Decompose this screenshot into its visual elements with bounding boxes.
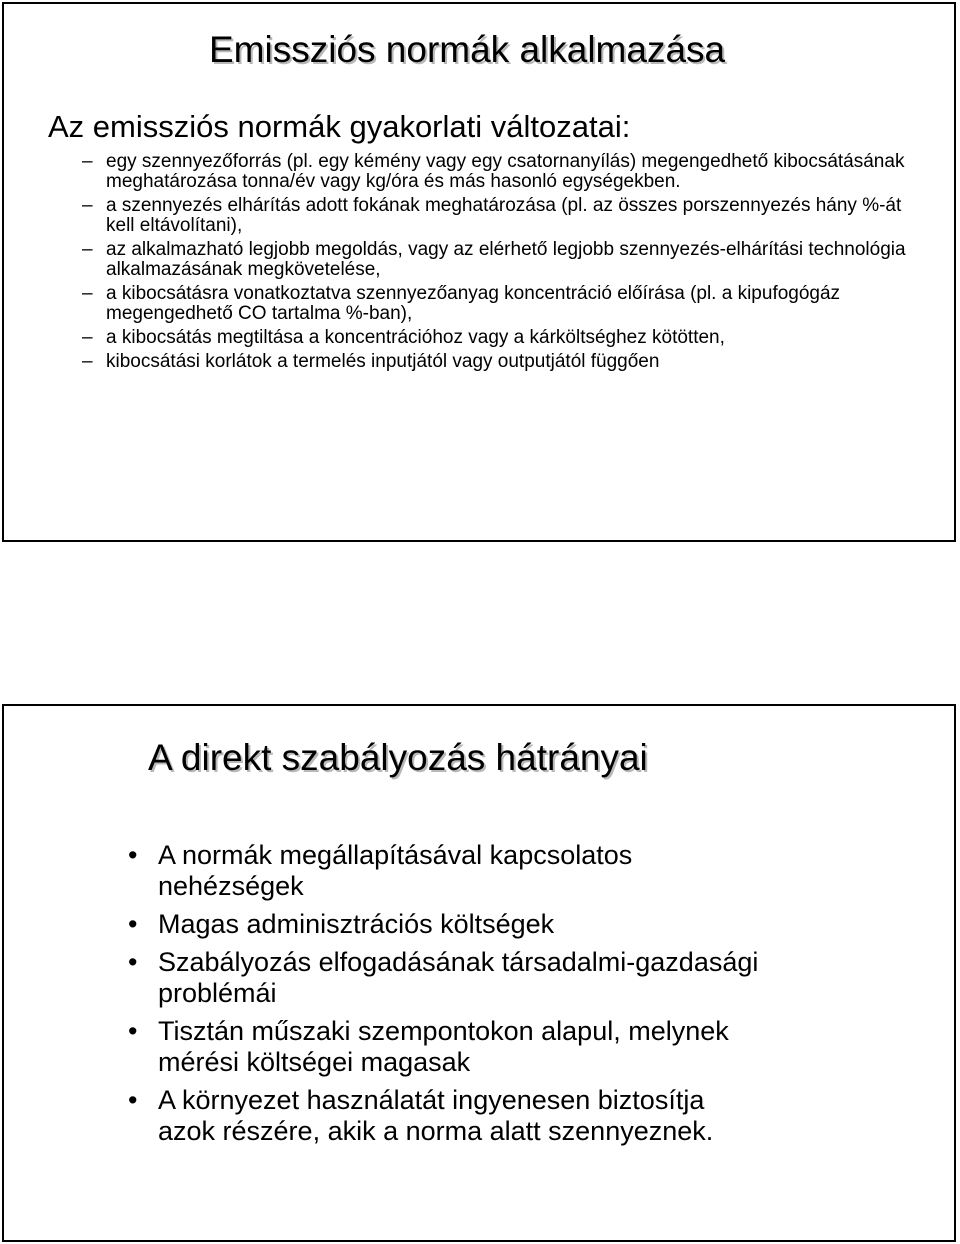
list-item-text: a kibocsátás megtiltása a koncentrációhoz vagy a kárköltséghez kötötten, (106, 327, 725, 348)
bullet-marker: • (128, 1016, 138, 1046)
dash-list (82, 152, 912, 376)
list-item-text: Szabályozás elfogadásának társadalmi-gazdasági problémái (158, 947, 759, 1008)
dash-marker: – (82, 283, 93, 304)
dash-marker: – (82, 151, 93, 172)
bullet-marker: • (128, 840, 138, 870)
list-item (82, 328, 912, 348)
bullet-marker: • (128, 1085, 138, 1115)
list-item (82, 352, 912, 372)
dash-marker: – (82, 239, 93, 260)
list-item-text: a szennyezés elhárítás adott fokának meghatározása (pl. az összes porszennyezés hány %-át kell eltávolítani), (106, 195, 902, 236)
list-item-text: Tisztán műszaki szempontokon alapul, melynek mérési költségei magasak (158, 1016, 729, 1077)
slide-emission-norms (2, 2, 956, 542)
list-item (128, 909, 768, 940)
list-item-text: a kibocsátásra vonatkoztatva szennyezőanyag koncentráció előírása (pl. a kipufogógáz megengedhető CO tartalma %-ban), (106, 283, 841, 324)
list-item (128, 840, 768, 902)
list-item (128, 947, 768, 1009)
slide-subheading: Az emissziós normák gyakorlati változatai: (48, 109, 631, 144)
slide-title: Emissziós normák alkalmazása (209, 29, 726, 70)
list-item (82, 152, 912, 192)
slide-title: A direkt szabályozás hátrányai (148, 737, 648, 778)
list-item-text: kibocsátási korlátok a termelés inputjától vagy outputjától függően (106, 351, 660, 372)
bullet-list (128, 840, 768, 1154)
list-item-text: A normák megállapításával kapcsolatos nehézségek (158, 840, 633, 901)
list-item (82, 284, 912, 324)
slide-direct-regulation-drawbacks (2, 704, 956, 1242)
dash-marker: – (82, 351, 93, 372)
dash-marker: – (82, 195, 93, 216)
list-item (128, 1016, 768, 1078)
list-item-text: az alkalmazható legjobb megoldás, vagy az elérhető legjobb szennyezés-elhárítási technológia alkalmazásának megkövetelése, (106, 239, 906, 280)
list-item-text: A környezet használatát ingyenesen biztosítja azok részére, akik a norma alatt szennyeznek. (158, 1085, 714, 1146)
bullet-marker: • (128, 909, 138, 939)
list-item (128, 1085, 768, 1147)
dash-marker: – (82, 327, 93, 348)
list-item (82, 240, 912, 280)
list-item-text: egy szennyezőforrás (pl. egy kémény vagy egy csatornanyílás) megengedhető kibocsátásának meghatározása tonna/év vagy kg/óra és más hasonló egységekben. (106, 151, 905, 192)
bullet-marker: • (128, 947, 138, 977)
list-item (82, 196, 912, 236)
list-item-text: Magas adminisztrációs költségek (158, 909, 555, 939)
